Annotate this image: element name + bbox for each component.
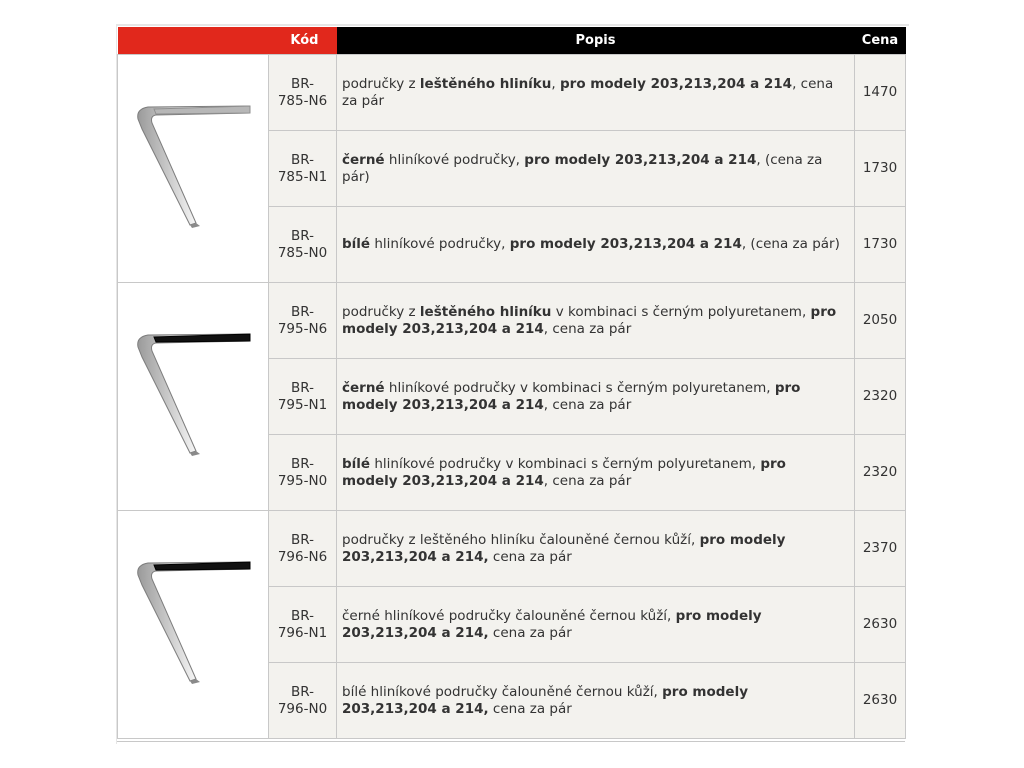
- product-description: [337, 131, 855, 207]
- description-segment: leštěného hliníku: [419, 303, 552, 320]
- product-code-line2: 795-N6: [277, 320, 328, 337]
- product-code-line2: 796-N1: [277, 624, 328, 641]
- product-price: 1730: [855, 131, 906, 207]
- product-price: 2630: [855, 663, 906, 739]
- product-code: [269, 587, 337, 663]
- product-code-line1: BR-: [291, 683, 314, 700]
- header-price: Cena: [855, 27, 906, 55]
- product-code-line2: 785-N0: [277, 244, 328, 261]
- description-segment: pro modely 203,213,204 a 214,: [342, 531, 786, 565]
- product-image-armrest-aluminium-black-polyurethane: [118, 283, 269, 511]
- description-segment: cena za pár: [488, 700, 572, 717]
- description-segment: , (cena za pár): [741, 236, 840, 252]
- product-description: [337, 207, 855, 283]
- description-segment: , cena za pár: [342, 75, 834, 109]
- product-code: [269, 207, 337, 283]
- description-segment: hliníkové područky,: [370, 236, 510, 252]
- description-segment: pro modely 203,213,204 a 214: [560, 75, 793, 92]
- description-segment: pro modely 203,213,204 a 214,: [342, 683, 749, 717]
- header-row: [118, 27, 906, 55]
- product-description: [337, 435, 855, 511]
- description-segment: bílé: [342, 236, 371, 252]
- description-segment: černé: [342, 151, 385, 168]
- header-description: Popis: [337, 27, 855, 55]
- description-segment: , (cena za pár): [342, 151, 823, 185]
- description-segment: černé: [342, 379, 385, 396]
- product-code: [269, 55, 337, 131]
- description-segment: područky z leštěného hliníku čalouněné černou kůží,: [342, 531, 700, 548]
- product-code-line1: BR-: [291, 607, 314, 624]
- product-code: [269, 435, 337, 511]
- product-code-line1: BR-: [291, 531, 314, 548]
- product-code-line1: BR-: [291, 227, 314, 244]
- product-image-armrest-polished-aluminium: [118, 55, 269, 283]
- description-segment: cena za pár: [488, 548, 572, 565]
- product-code-line2: 795-N0: [277, 472, 328, 489]
- product-price: 2370: [855, 511, 906, 587]
- product-code-line2: 796-N0: [277, 700, 328, 717]
- product-code-line1: BR-: [291, 151, 314, 168]
- table-body: [118, 55, 906, 739]
- product-price: 1730: [855, 207, 906, 283]
- description-segment: , cena za pár: [543, 472, 632, 489]
- description-segment: pro modely 203,213,204 a 214: [509, 236, 742, 252]
- product-price: 2630: [855, 587, 906, 663]
- description-segment: pro modely 203,213,204 a 214: [342, 379, 801, 413]
- table-row: [118, 55, 906, 131]
- description-segment: ,: [551, 75, 560, 92]
- product-description: [337, 587, 855, 663]
- description-segment: područky z: [342, 75, 420, 92]
- description-segment: cena za pár: [488, 624, 572, 641]
- product-description: [337, 663, 855, 739]
- description-segment: , cena za pár: [543, 320, 632, 337]
- product-code-line1: BR-: [291, 379, 314, 396]
- product-code-line1: BR-: [291, 455, 314, 472]
- description-segment: hliníkové područky v kombinaci s černým polyuretanem,: [370, 455, 761, 472]
- description-segment: bílé hliníkové područky čalouněné černou kůží,: [342, 683, 663, 700]
- product-code-line2: 795-N1: [277, 396, 328, 413]
- description-segment: černé hliníkové područky čalouněné černou kůží,: [342, 607, 676, 624]
- table-row: [118, 511, 906, 587]
- description-segment: pro modely 203,213,204 a 214: [342, 303, 837, 337]
- product-description: [337, 283, 855, 359]
- description-segment: , cena za pár: [543, 396, 632, 413]
- product-code-line2: 785-N1: [277, 168, 328, 185]
- description-segment: hliníkové područky,: [384, 151, 525, 168]
- description-segment: hliníkové područky v kombinaci s černým polyuretanem,: [384, 379, 775, 396]
- header-code: Kód: [118, 27, 337, 55]
- product-code-line1: BR-: [291, 303, 314, 320]
- product-code-line2: 785-N6: [277, 92, 328, 109]
- product-code: [269, 359, 337, 435]
- description-segment: v kombinaci s černým polyuretanem,: [551, 303, 811, 320]
- description-segment: pro modely 203,213,204 a 214: [524, 151, 757, 168]
- product-price: 1470: [855, 55, 906, 131]
- table-row: [118, 283, 906, 359]
- product-image-armrest-aluminium-black-leather: [118, 511, 269, 739]
- product-table: [117, 27, 906, 739]
- description-segment: pro modely 203,213,204 a 214: [342, 455, 786, 489]
- product-code: [269, 511, 337, 587]
- product-price: 2320: [855, 359, 906, 435]
- product-description: [337, 511, 855, 587]
- product-code: [269, 663, 337, 739]
- product-code: [269, 131, 337, 207]
- product-code-line2: 796-N6: [277, 548, 328, 565]
- product-price: 2320: [855, 435, 906, 511]
- product-code: [269, 283, 337, 359]
- description-segment: leštěného hliníku: [419, 75, 552, 92]
- product-price: 2050: [855, 283, 906, 359]
- description-segment: pro modely 203,213,204 a 214,: [342, 607, 762, 641]
- description-segment: područky z: [342, 303, 420, 320]
- table-bottom-border: [117, 741, 905, 742]
- product-code-line1: BR-: [291, 75, 314, 92]
- product-description: [337, 55, 855, 131]
- description-segment: bílé: [342, 455, 371, 472]
- product-description: [337, 359, 855, 435]
